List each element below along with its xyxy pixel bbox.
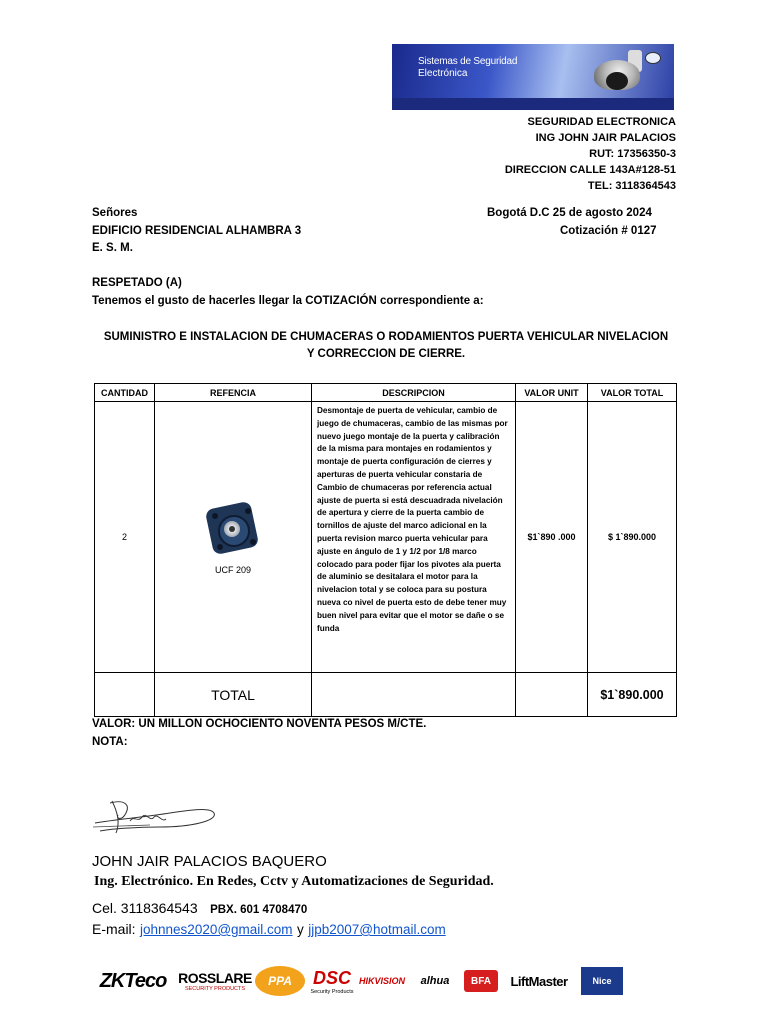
banner-line2: Electrónica: [418, 68, 468, 79]
cel-number: Cel. 3118364543: [92, 900, 198, 916]
cell-description: Desmontaje de puerta de vehicular, cambio de juego de chumaceras, cambio de las mismas por nuevo juego montaje de la puerta y calibración de la misma para montajes en rodamientos y montaje de puerta configuración de cierres y aperturas de puerta vehicular constaria de Cambio de chumaceras por referencia actual ajuste de puerta si está descuadrada nivelación de apertura y cierre de la puerta cambio de tornillos de ajuste del marco adicional en la puerta revision marco puerta vehicular para ajuste en ángulo de 1 y 1/2 por 1/8 marco colocado para poder fijar los pivotes ala puerta de aluminio se desitalara el motor para la nivelacion total y se coloca para su postura nueva co nivel de puerta esto de debe tener muy buen nivel para evitar que el motor se dañe o se funda: [312, 402, 516, 673]
camera-logo-icon: [645, 52, 661, 64]
total-amount: $1`890.000: [588, 673, 677, 717]
cell-reference: [155, 402, 312, 673]
dsc-logo: DSC Security Products: [310, 967, 354, 995]
intro-message: Tenemos el gusto de hacerles llegar la COTIZACIÓN correspondiente a:: [92, 295, 484, 307]
company-tel: TEL: 3118364543: [587, 180, 676, 192]
bearing-image: [203, 499, 263, 559]
company-address: DIRECCION CALLE 143A#128-51: [504, 164, 676, 176]
cell-total-value: $ 1`890.000: [588, 402, 677, 673]
note-label: NOTA:: [92, 736, 128, 748]
cell-quantity: 2: [95, 402, 155, 673]
hikvision-logo: HIKVISION: [358, 976, 405, 986]
email-link-1[interactable]: johnnes2020@gmail.com: [140, 922, 293, 937]
banner-bar: [392, 98, 674, 110]
bfa-logo: BFA: [462, 963, 500, 999]
subject-line2: Y CORRECCION DE CIERRE.: [306, 348, 466, 360]
nice-logo: Nice: [581, 963, 623, 999]
zkteco-logo: ZKTeco: [99, 969, 167, 992]
dahua-logo: alhua: [420, 975, 450, 987]
total-empty-desc: [312, 673, 516, 717]
signer-name: JOHN JAIR PALACIOS BAQUERO: [92, 853, 327, 870]
header-description: DESCRIPCION: [312, 384, 516, 402]
total-label: TOTAL: [155, 673, 312, 717]
total-row: [95, 673, 677, 717]
header-total-value: VALOR TOTAL: [588, 384, 677, 402]
contact-line: [92, 900, 307, 918]
rosslare-logo: ROSSLARE SECURITY PRODUCTS: [178, 970, 252, 992]
recipient-building: EDIFICIO RESIDENCIAL ALHAMBRA 3: [92, 225, 302, 237]
table-row: [95, 402, 677, 673]
signer-title: Ing. Electrónico. En Redes, Cctv y Automatizaciones de Seguridad.: [94, 874, 494, 889]
subject-line1: SUMINISTRO E INSTALACION DE CHUMACERAS O RODAMIENTOS PUERTA VEHICULAR NIVELACION: [103, 331, 669, 343]
respected: RESPETADO (A): [92, 277, 182, 289]
liftmaster-logo: LiftMaster: [510, 973, 568, 989]
ppa-logo: PPA: [254, 963, 306, 999]
email-link-2[interactable]: jjpb2007@hotmail.com: [308, 922, 446, 937]
salutation: Señores: [92, 207, 138, 219]
company-rut: RUT: 17356350-3: [589, 148, 676, 160]
cell-unit-value: $1`890 .000: [516, 402, 588, 673]
company-engineer: ING JOHN JAIR PALACIOS: [535, 132, 676, 144]
total-empty-cell: [95, 673, 155, 717]
header-unit-value: VALOR UNIT: [516, 384, 588, 402]
header-reference: REFENCIA: [155, 384, 312, 402]
camera-dome: [606, 72, 628, 90]
table-header-row: [95, 384, 677, 402]
header-quantity: CANTIDAD: [95, 384, 155, 402]
email-label: E-mail:: [92, 921, 136, 937]
pbx-number: PBX. 601 4708470: [210, 904, 308, 916]
quote-table: [94, 383, 677, 717]
header-banner: [392, 44, 674, 110]
quote-number: Cotización # 0127: [560, 225, 657, 237]
banner-line1: Sistemas de Seguridad: [418, 56, 518, 67]
handwritten-signature: [90, 793, 220, 841]
email-join: y: [297, 922, 304, 937]
quote-date: Bogotá D.C 25 de agosto 2024: [487, 207, 652, 219]
total-empty-unit: [516, 673, 588, 717]
recipient-esm: E. S. M.: [92, 242, 133, 254]
reference-label: UCF 209: [214, 565, 251, 575]
value-in-words: VALOR: UN MILLON OCHOCIENTO NOVENTA PESOS M/CTE.: [92, 718, 427, 730]
email-line: [92, 921, 446, 939]
company-name: SEGURIDAD ELECTRONICA: [527, 116, 676, 128]
